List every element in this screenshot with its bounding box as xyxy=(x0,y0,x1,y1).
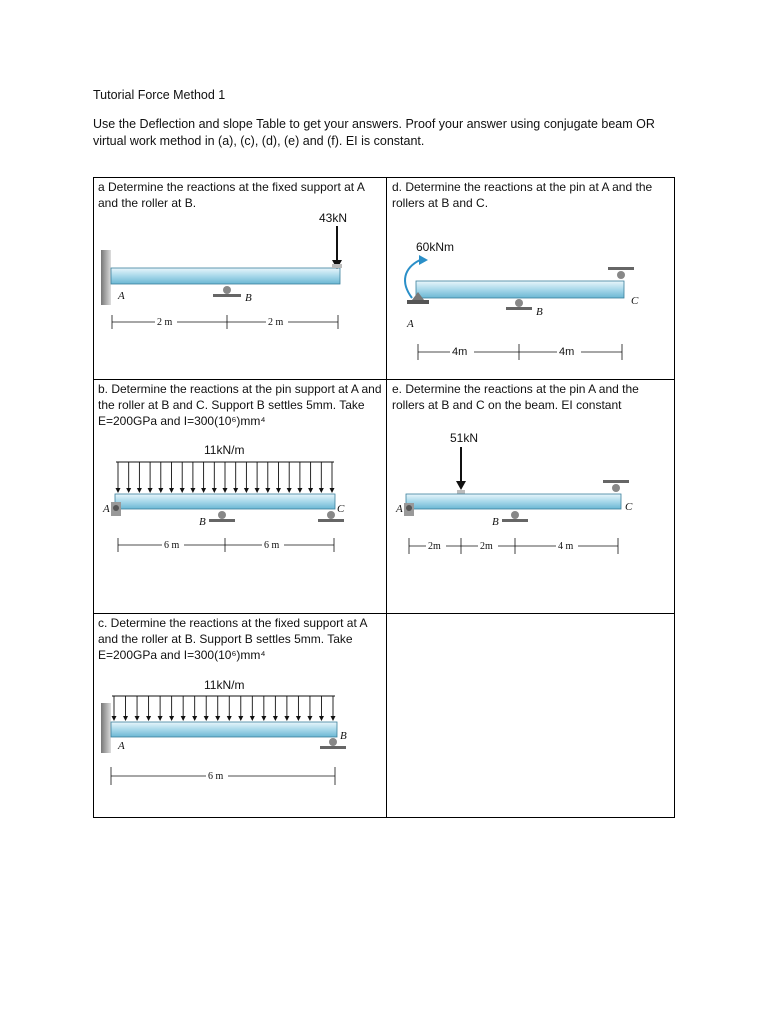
problem-c-load: 11kN/m xyxy=(204,678,245,692)
problem-b-label-a: A xyxy=(103,503,110,515)
load-arrow-head xyxy=(123,716,128,721)
problem-a-dim-1: 2 m xyxy=(157,317,173,328)
intro-paragraph: Use the Deflection and slope Table to get your answers. Proof your answer using conjugate beam OR virtual work method in (a), (c), (d), (e) and (f). EI is constant. xyxy=(93,117,655,148)
load-arrow-head xyxy=(261,716,266,721)
problem-d-label-b: B xyxy=(536,306,543,318)
problem-e-text: e. Determine the reactions at the pin A and the rollers at B and C on the beam. EI constant xyxy=(392,382,639,412)
load-arrow-head xyxy=(192,716,197,721)
load-arrow-head xyxy=(273,716,278,721)
load-arrow-head xyxy=(169,716,174,721)
load-arrow-head xyxy=(112,716,117,721)
roller-b xyxy=(329,738,337,746)
load-arrow-head xyxy=(204,716,209,721)
problem-d-label-c: C xyxy=(631,295,639,307)
distributed-load-arrows xyxy=(112,696,336,721)
page-title: Tutorial Force Method 1 xyxy=(93,88,226,102)
load-arrow-head xyxy=(135,716,140,721)
problem-d-dim-1: 4m xyxy=(452,346,468,358)
load-arrow-head xyxy=(158,716,163,721)
problem-b-label-b: B xyxy=(199,516,206,528)
problem-b-text: b. Determine the reactions at the pin support at A and the roller at B and C. Support B settles 5mm. Take E=200GPa and I=300(10⁶)mm⁴ xyxy=(98,382,382,428)
problem-b-dim-1: 6 m xyxy=(164,540,180,551)
problem-e-label-b: B xyxy=(492,516,499,528)
problem-a-label-b: B xyxy=(245,292,252,304)
problem-d-label-a: A xyxy=(407,318,414,330)
load-arrow-head xyxy=(319,716,324,721)
problem-c-label-a: A xyxy=(118,740,125,752)
load-arrow-head xyxy=(331,716,336,721)
load-arrow-head xyxy=(227,716,232,721)
problem-b-label-c: C xyxy=(337,503,345,515)
load-arrow-head xyxy=(238,716,243,721)
problem-e-dim-2: 2m xyxy=(480,541,493,552)
load-arrow-head xyxy=(250,716,255,721)
load-arrow-head xyxy=(181,716,186,721)
load-arrow-head xyxy=(146,716,151,721)
load-arrow-head xyxy=(307,716,312,721)
problem-e-load: 51kN xyxy=(450,431,479,445)
problem-e-label-c: C xyxy=(625,501,633,513)
beam-c xyxy=(111,722,337,737)
load-arrow-head xyxy=(296,716,301,721)
problem-e-dim-3: 4 m xyxy=(558,541,574,552)
problem-c-text: c. Determine the reactions at the fixed support at A and the roller at B. Support B settles 5mm. Take E=200GPa and I=300(10⁶)mm⁴ xyxy=(98,616,367,662)
empty-cell xyxy=(387,614,674,817)
problem-c-dim-1: 6 m xyxy=(208,771,224,782)
problem-e-label-a: A xyxy=(396,503,403,515)
problem-e-dim-1: 2m xyxy=(428,541,441,552)
load-arrow-head xyxy=(284,716,289,721)
problem-a-dim-2: 2 m xyxy=(268,317,284,328)
problem-d-dim-2: 4m xyxy=(559,346,575,358)
problem-d-load: 60kNm xyxy=(416,240,455,254)
load-arrow-head xyxy=(215,716,220,721)
problem-b-dim-2: 6 m xyxy=(264,540,280,551)
problem-a-load: 43kN xyxy=(319,211,348,225)
problem-d-text: d. Determine the reactions at the pin at A and the rollers at B and C. xyxy=(392,180,653,210)
problem-a-label-a: A xyxy=(118,290,125,302)
problem-c-label-b: B xyxy=(340,730,347,742)
problem-a-text: a Determine the reactions at the fixed support at A and the roller at B. xyxy=(98,180,365,210)
problem-b-load: 11kN/m xyxy=(204,443,245,457)
fixed-support-a xyxy=(101,703,111,753)
